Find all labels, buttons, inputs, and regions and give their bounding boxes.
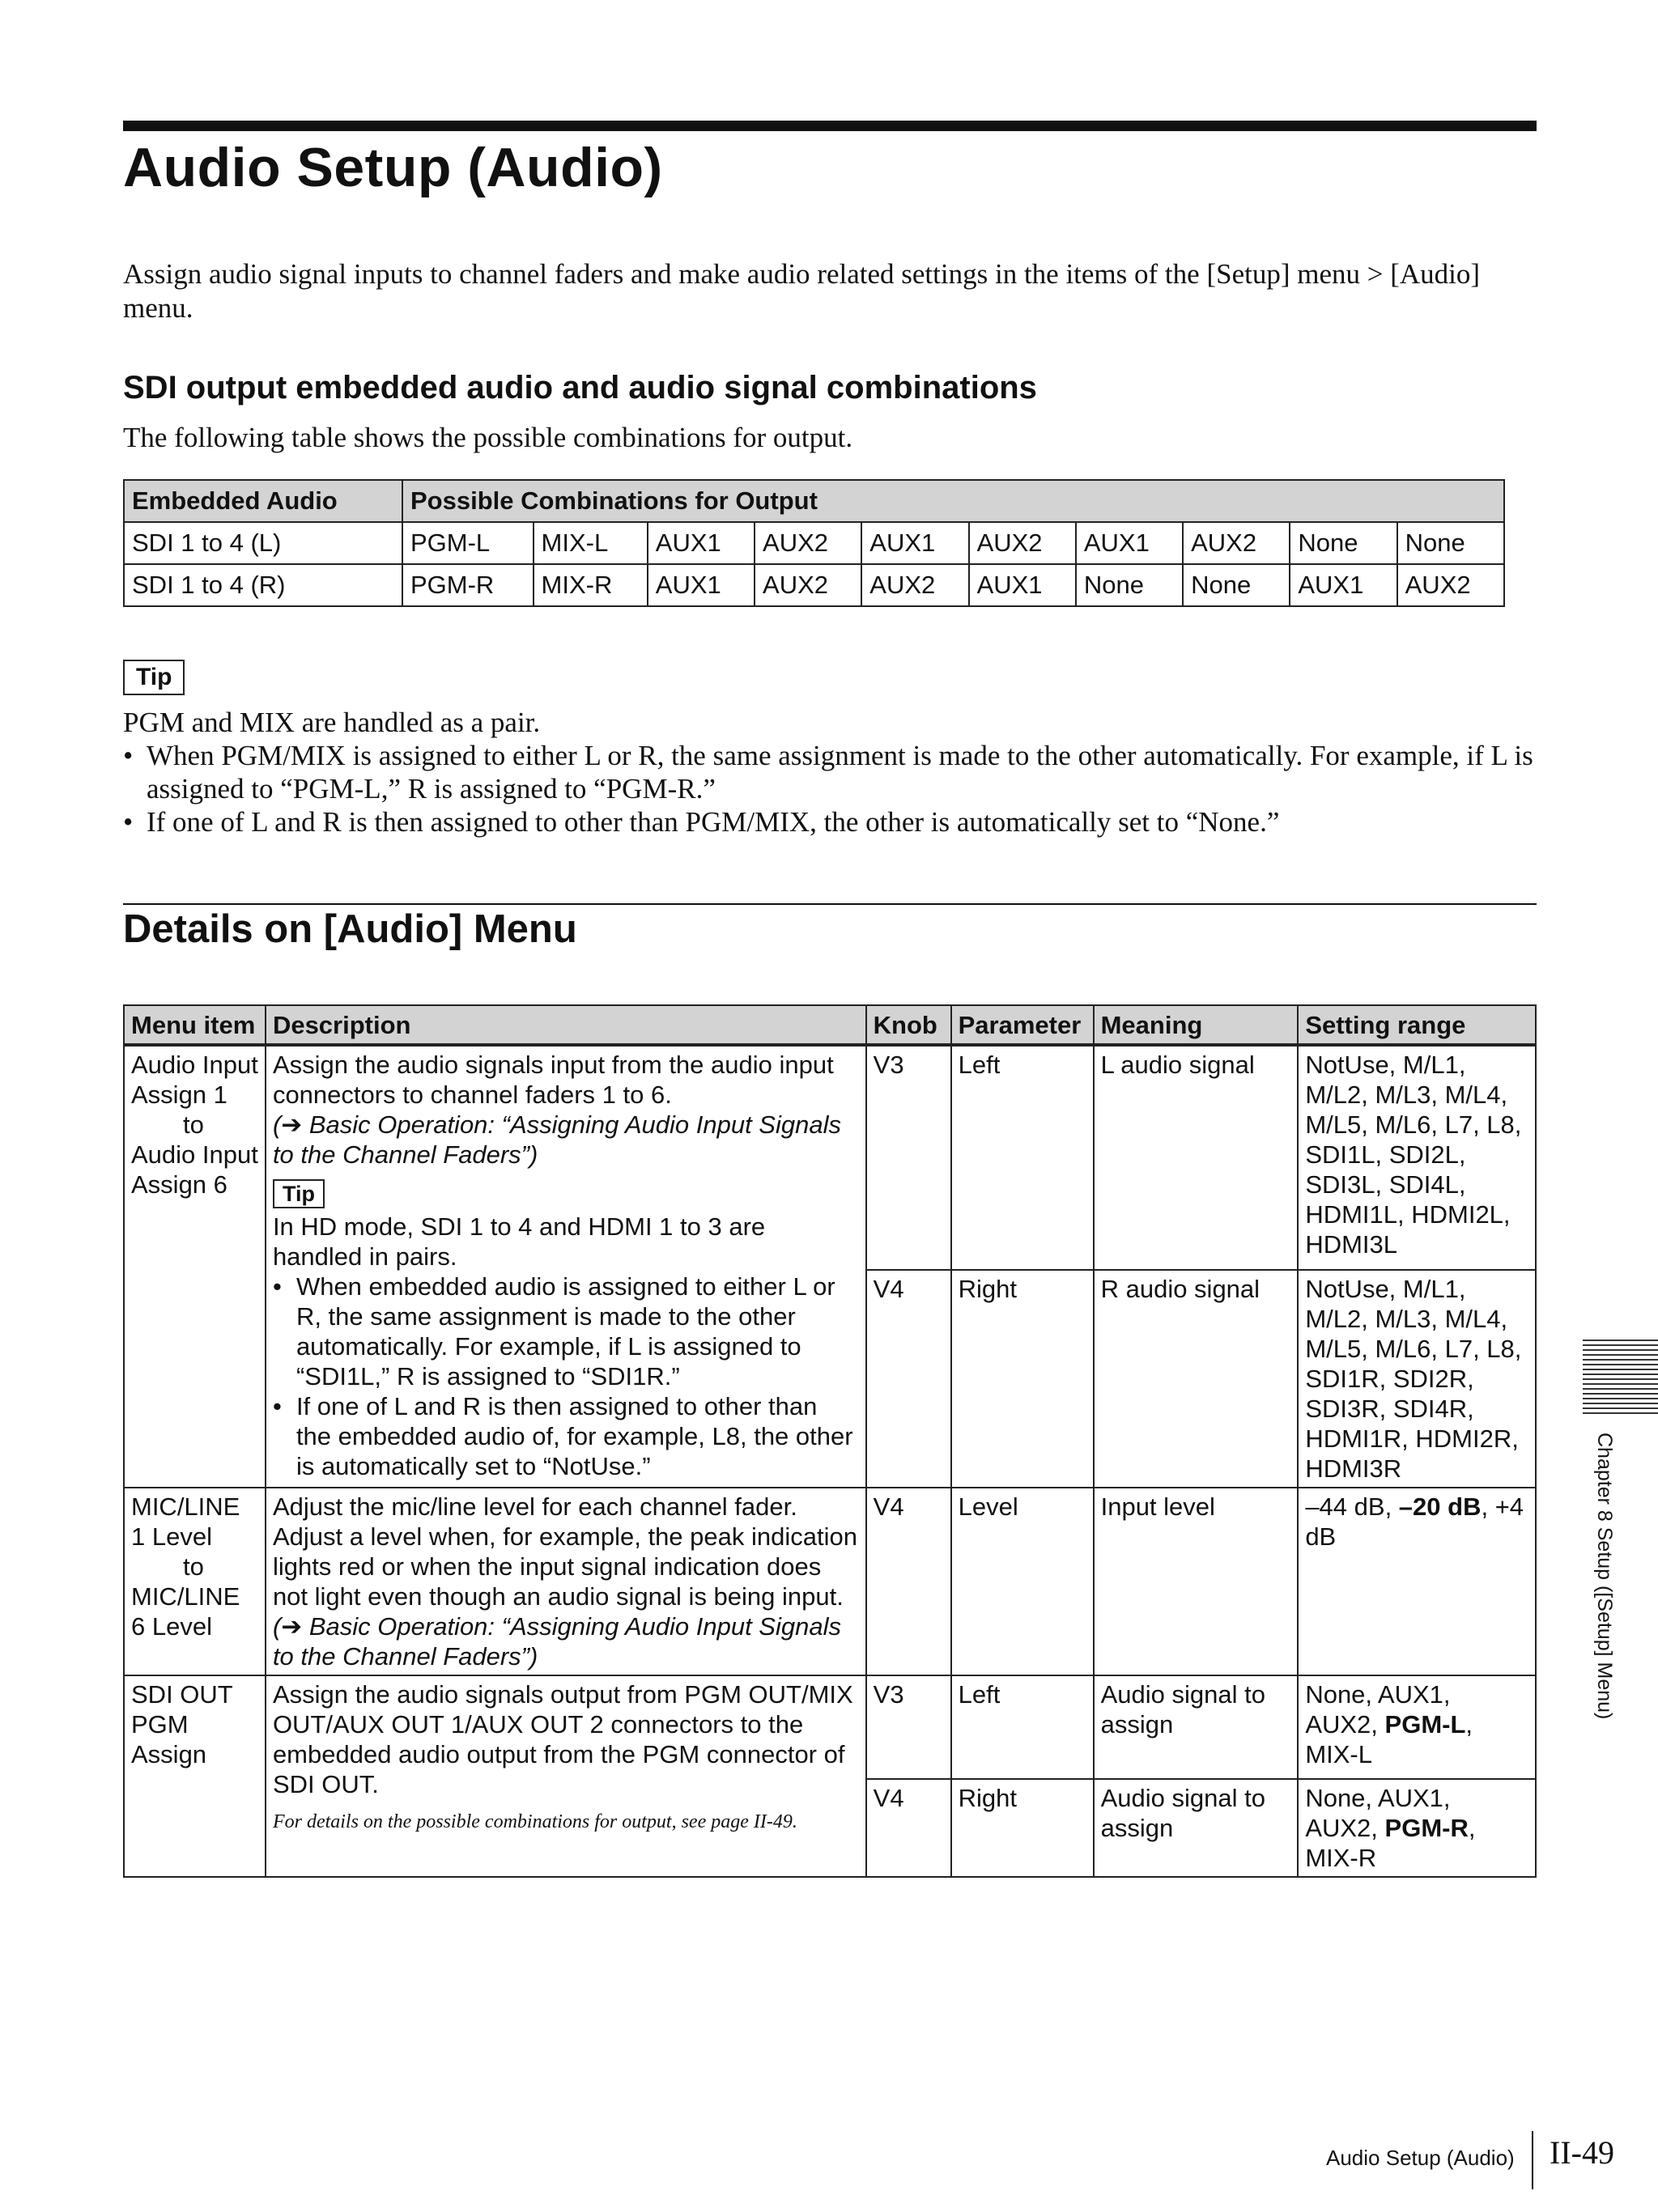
menu-item-line: MIC/LINE (131, 1582, 240, 1611)
description-text: Assign the audio signals input from the audio input connectors to channel faders 1 to 6. (272, 1051, 834, 1109)
parameter-cell: Right (951, 1779, 1094, 1877)
table-row (124, 522, 1504, 564)
table-cell: PGM-R (402, 564, 534, 606)
table-intro: The following table shows the possible combinations for output. (123, 422, 853, 453)
tip-lead: PGM and MIX are handled as a pair. (123, 707, 541, 738)
range-cell (1298, 1675, 1536, 1779)
parameter-cell: Level (951, 1488, 1094, 1675)
header-cell: Embedded Audio (124, 480, 402, 522)
table-row (124, 1675, 1536, 1779)
table-cell: AUX2 (861, 564, 968, 606)
menu-item-line: Assign 6 (131, 1170, 227, 1199)
meaning-cell: R audio signal (1094, 1270, 1299, 1488)
meaning-cell: L audio signal (1094, 1045, 1299, 1270)
list-item: • When embedded audio is assigned to either L or R, the same assignment is made to the other automatically. For example, if L is assigned to “SDI1L,” R is assigned to “SDI1R.” (273, 1272, 859, 1391)
table-row (124, 1045, 1536, 1270)
table-cell: AUX1 (1290, 564, 1397, 606)
range-cell (1298, 1779, 1536, 1877)
menu-item-cell (124, 1675, 266, 1877)
description-text: Adjust the mic/line level for each channel fader. Adjust a level when, for example, the peak indication lights red or when the input signal indication does not light even though an audio signal is being input. (272, 1492, 857, 1611)
knob-cell: V3 (866, 1675, 951, 1779)
menu-item-line: to (183, 1110, 204, 1139)
details-table (123, 1004, 1537, 1878)
menu-item-line: 1 Level (131, 1522, 212, 1551)
tip-label: Tip (123, 660, 185, 695)
table-cell: SDI 1 to 4 (L) (124, 522, 402, 564)
ref-open: ( (272, 1110, 282, 1139)
parameter-cell: Right (951, 1270, 1094, 1488)
cross-reference (273, 1611, 859, 1671)
menu-item-line: Audio Input (131, 1051, 258, 1079)
footer-section-label: Audio Setup (Audio) (1326, 2146, 1515, 2170)
menu-item-line: to (183, 1552, 204, 1581)
menu-item-line: PGM (131, 1710, 189, 1739)
menu-item-line: MIC/LINE (131, 1492, 240, 1521)
header-cell: Possible Combinations for Output (402, 480, 1504, 522)
tip-bullet-list (123, 739, 1537, 839)
meaning-cell: Input level (1094, 1488, 1299, 1675)
arrow-icon: ➔ (281, 1612, 303, 1641)
list-item: • If one of L and R is then assigned to other than PGM/MIX, the other is automatically set to “None.” (123, 805, 1537, 839)
table-cell: AUX2 (755, 564, 861, 606)
menu-item-line: Assign 1 (131, 1081, 227, 1109)
meaning-cell: Audio signal to assign (1094, 1779, 1299, 1877)
table-cell: AUX2 (755, 522, 861, 564)
ref-text: Basic Operation: “Assigning Audio Input Signals to the Channel Faders”) (272, 1110, 841, 1169)
title-rule (123, 121, 1537, 131)
fine-note: For details on the possible combinations for output, see page II-49. (272, 1811, 797, 1832)
menu-item-cell (124, 1045, 266, 1488)
table-cell: None (1397, 522, 1504, 564)
table-cell: None (1290, 522, 1397, 564)
default-value: PGM-R (1384, 1814, 1469, 1842)
range-cell: NotUse, M/L1, M/L2, M/L3, M/L4, M/L5, M/L6, L7, L8, SDI1L, SDI2L, SDI3L, SDI4L, HDMI1L, HDMI2L, HDMI3L (1298, 1045, 1536, 1270)
parameter-cell: Left (951, 1675, 1094, 1779)
table-cell: AUX1 (1076, 522, 1183, 564)
header-cell: Description (266, 1005, 866, 1045)
cross-reference (273, 1110, 859, 1170)
default-value: PGM-L (1384, 1710, 1466, 1739)
header-cell: Menu item (124, 1005, 266, 1045)
table-cell: SDI 1 to 4 (R) (124, 564, 402, 606)
tip-section (123, 706, 1537, 839)
description-text: Assign the audio signals output from PGM OUT/MIX OUT/AUX OUT 1/AUX OUT 2 connectors to the embedded audio output from the PGM connector of SDI OUT. (272, 1680, 853, 1798)
page-number: II-49 (1550, 2134, 1614, 2171)
knob-cell: V3 (866, 1045, 951, 1270)
knob-cell: V4 (866, 1779, 951, 1877)
table-cell: AUX1 (969, 564, 1076, 606)
range-cell (1298, 1488, 1536, 1675)
menu-item-cell (124, 1488, 266, 1675)
knob-cell: V4 (866, 1488, 951, 1675)
menu-item-line: 6 Level (131, 1612, 212, 1641)
header-cell: Setting range (1298, 1005, 1536, 1045)
range-text: None, AUX1, AUX2, (1305, 1680, 1451, 1739)
table-cell: MIX-R (534, 564, 648, 606)
table-cell: MIX-L (534, 522, 648, 564)
knob-cell: V4 (866, 1270, 951, 1488)
range-text: None, AUX1, AUX2, (1305, 1784, 1451, 1842)
list-item: • If one of L and R is then assigned to other than the embedded audio of, for example, L8, the other is automatically set to “NotUse.” (273, 1391, 859, 1481)
page-title: Audio Setup (Audio) (123, 137, 663, 198)
description-cell (266, 1045, 866, 1488)
table-cell: None (1183, 564, 1290, 606)
chapter-label-text: Chapter 8 Setup ([Setup] Menu) (1593, 1433, 1616, 1720)
section-heading-details: Details on [Audio] Menu (123, 907, 577, 951)
tip-label: Tip (273, 1179, 325, 1208)
meaning-cell: Audio signal to assign (1094, 1675, 1299, 1779)
table-header-row (124, 1005, 1536, 1045)
range-text: –44 dB, (1305, 1492, 1399, 1521)
range-text: , MIX-R (1305, 1814, 1476, 1872)
table-cell: AUX1 (861, 522, 968, 564)
range-text: , MIX-L (1305, 1710, 1473, 1768)
menu-item-line: Audio Input (131, 1140, 258, 1169)
table-cell: AUX1 (648, 522, 755, 564)
tip-text: In HD mode, SDI 1 to 4 and HDMI 1 to 3 are handled in pairs. (272, 1212, 766, 1271)
combinations-table (123, 479, 1505, 607)
menu-item-line: Assign (131, 1740, 207, 1768)
table-cell: PGM-L (402, 522, 534, 564)
table-row (124, 1488, 1536, 1675)
chapter-side-label (1587, 1433, 1619, 1740)
default-value: –20 dB (1398, 1492, 1482, 1521)
description-cell (266, 1488, 866, 1675)
parameter-cell: Left (951, 1045, 1094, 1270)
table-cell: AUX2 (969, 522, 1076, 564)
table-cell: None (1076, 564, 1183, 606)
ref-text: Basic Operation: “Assigning Audio Input Signals to the Channel Faders”) (272, 1612, 841, 1671)
range-text: , +4 dB (1305, 1492, 1524, 1551)
table-header-row (124, 480, 1504, 522)
footer-divider (1532, 2131, 1533, 2189)
section-rule (123, 903, 1537, 905)
intro-paragraph: Assign audio signal inputs to channel faders and make audio related settings in the items of the [Setup] menu > [Audio] menu. (123, 258, 1481, 324)
range-cell: NotUse, M/L1, M/L2, M/L3, M/L4, M/L5, M/L6, L7, L8, SDI1R, SDI2R, SDI3R, SDI4R, HDMI1R, HDMI2R, HDMI3R (1298, 1270, 1536, 1488)
header-cell: Knob (866, 1005, 951, 1045)
table-cell: AUX1 (648, 564, 755, 606)
header-cell: Meaning (1094, 1005, 1299, 1045)
ref-open: ( (272, 1612, 282, 1641)
arrow-icon: ➔ (281, 1110, 303, 1139)
list-item: • When PGM/MIX is assigned to either L or R, the same assignment is made to the other automatically. For example, if L is assigned to “PGM-L,” R is assigned to “PGM-R.” (123, 739, 1537, 805)
header-cell: Parameter (951, 1005, 1094, 1045)
tip-bullet-list (273, 1272, 859, 1481)
menu-item-line: SDI OUT (131, 1680, 233, 1709)
table-row (124, 564, 1504, 606)
table-cell: AUX2 (1183, 522, 1290, 564)
section-heading-sdi: SDI output embedded audio and audio signal combinations (123, 370, 1037, 405)
chapter-tab-marker (1583, 1340, 1658, 1414)
table-cell: AUX2 (1397, 564, 1504, 606)
description-cell (266, 1675, 866, 1877)
